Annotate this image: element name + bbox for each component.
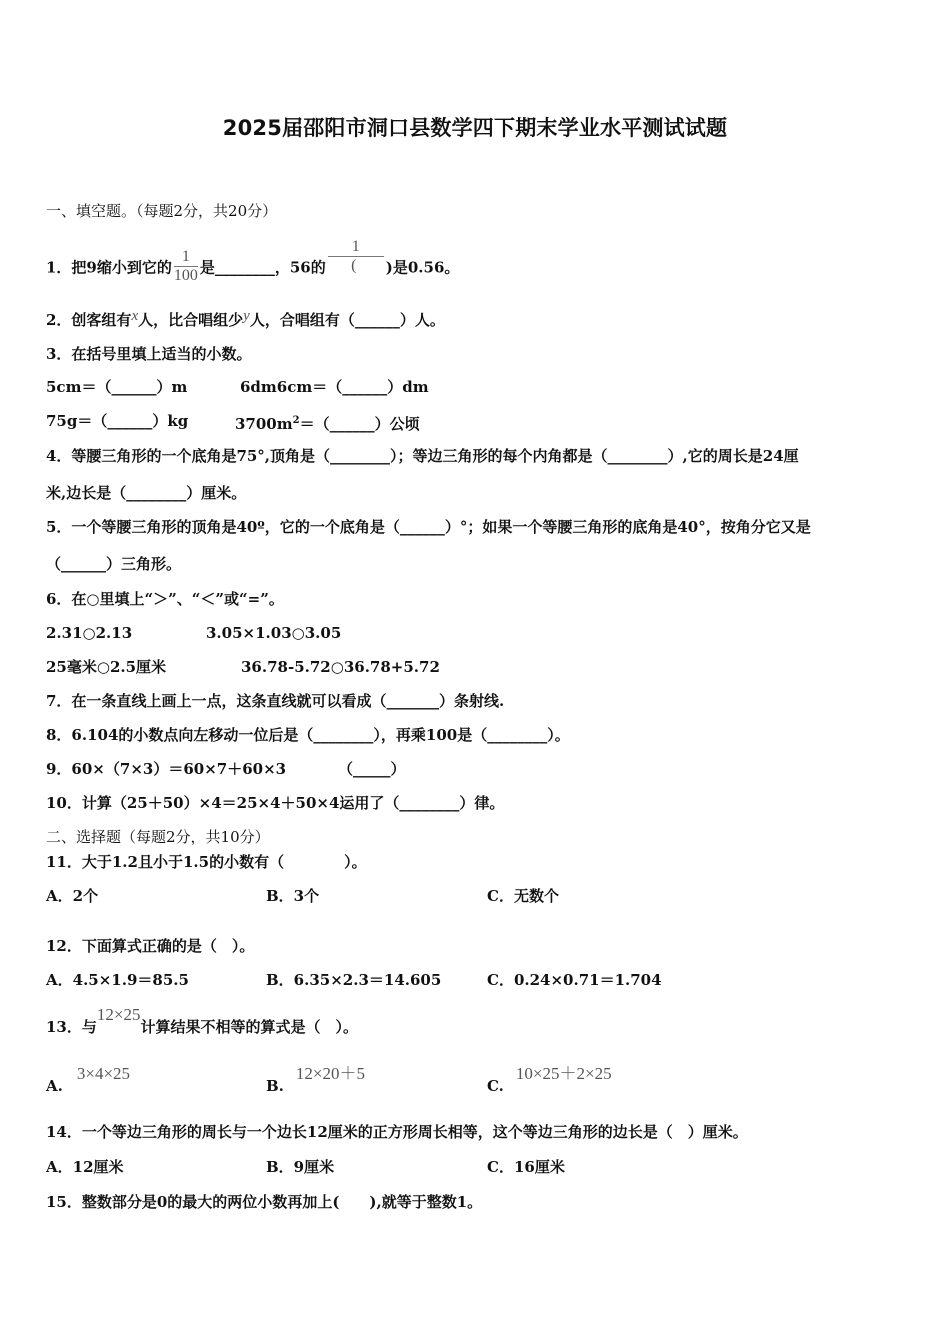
section-1-heading: 一、填空题。（每题2分，共20分） xyxy=(46,202,278,220)
section-2-heading: 二、选择题（每题2分，共10分） xyxy=(46,828,270,846)
option-c[interactable]: C.10×25＋2×25 xyxy=(487,1064,612,1095)
exam-page: 2025届邵阳市洞口县数学四下期末学业水平测试试题 一、填空题。（每题2分，共20分） 1．把9缩小到它的 $\frac{1}{100}$ 是________，56的 $\frac{1}{(}$ )是0.56。 2．创客组有x人，比合唱组少y人，合唱组有（______）人。 3．在括号里填上适当的小数。 5cm＝（______）m 6dm6cm＝（______）dm 75g＝（______）kg $3700m^2=(\_\_\_\_\_\_)$公顷 4．等腰三角形的一个底角是75°,顶角是（________）；等边三角形的每个内角都是（________）,它的周长是24厘 米,边长是（________）厘米。 5．一个等腰三角形的顶角是40º，它的一个底角是（______）°；如果一个等腰三角形的底角是40°，按角分它又是 （______）三角形。 6．在○里填上“＞”、“＜”或“=”。 2.31○2.13 3.05×1.03○3.05 25毫米○2.5厘米 36.78-5.72○36.78+5.72 7．在一条直线上画上一点，这条直线就可以看成（_______）条射线. 8．6.104的小数点向左移动一位后是（________），再乘100是（________）。 9．60×（7×3）＝60×7＋60×3 （_____） 10．计算（25＋50）×4＝25×4＋50×4运用了（________）律。 二、选择题（每题2分，共10分） 11．大于1.2且小于1.5的小数有（ ）。 A．2个 B．3个 C．无数个 12．下面算式正确的是（ ）。 A．4.5×1.9＝85.5 B．6.35×2.3＝14.605 C．0.24×0.71＝1.704 13．与12×25计算结果不相等的算式是（ ）。 A.3×4×25 B.12×20＋5 C.10×25＋2×25 14．一个等边三角形的周长与一个边长12厘米的正方形周长相等，这个等边三角形的边长是（ ）厘米。 A．12厘米 B．9厘米 C．16厘米 15．整数部分是0的最大的两位小数再加上( ),就等于整数1。 xyxy=(0,0,950,1344)
question-12: 12．下面算式正确的是（ ）。 xyxy=(46,937,255,955)
question-5-line-1: 5．一个等腰三角形的顶角是40º，它的一个底角是（______）°；如果一个等腰三角形的底角是40°，按角分它又是 xyxy=(46,518,811,536)
question-4-line-1: 4．等腰三角形的一个底角是75°,顶角是（________）；等边三角形的每个内角都是（________）,它的周长是24厘 xyxy=(46,447,799,465)
question-6: 6．在○里填上“＞”、“＜”或“=”。 xyxy=(46,590,284,608)
option-c[interactable]: C．0.24×0.71＝1.704 xyxy=(487,971,662,989)
option-b[interactable]: B.12×20＋5 xyxy=(266,1064,365,1095)
question-10: 10．计算（25＋50）×4＝25×4＋50×4运用了（________）律。 xyxy=(46,794,505,812)
variable-x: x xyxy=(131,308,139,324)
option-b[interactable]: B．3个 xyxy=(266,887,320,905)
question-5-line-2: （______）三角形。 xyxy=(46,555,182,573)
option-a[interactable]: A．12厘米 xyxy=(46,1158,124,1176)
question-1: 1．把9缩小到它的 $\frac{1}{100}$ 是________，56的 $\frac{1}{(}$ )是0.56。 xyxy=(46,238,460,284)
question-2: 2．创客组有x人，比合唱组少y人，合唱组有（______）人。 xyxy=(46,308,445,329)
option-b[interactable]: B．9厘米 xyxy=(266,1158,335,1176)
question-3: 3．在括号里填上适当的小数。 xyxy=(46,345,252,363)
option-b[interactable]: B．6.35×2.3＝14.605 xyxy=(266,971,442,989)
page-title: 2025届邵阳市洞口县数学四下期末学业水平测试试题 xyxy=(222,116,728,140)
question-15: 15．整数部分是0的最大的两位小数再加上( ),就等于整数1。 xyxy=(46,1193,483,1211)
option-a[interactable]: A．2个 xyxy=(46,887,99,905)
question-13: 13．与12×25计算结果不相等的算式是（ ）。 xyxy=(46,1005,358,1036)
option-a[interactable]: A．4.5×1.9＝85.5 xyxy=(46,971,189,989)
fraction-1-100: $\frac{1}{100}$ xyxy=(173,248,198,284)
question-8: 8．6.104的小数点向左移动一位后是（________），再乘100是（________）。 xyxy=(46,726,570,744)
option-a[interactable]: A.3×4×25 xyxy=(46,1064,131,1095)
option-c[interactable]: C．16厘米 xyxy=(487,1158,565,1176)
question-14: 14．一个等边三角形的周长与一个边长12厘米的正方形周长相等，这个等边三角形的边长是（ ）厘米。 xyxy=(46,1123,748,1141)
expression-12x25: 12×25 xyxy=(96,1005,141,1024)
question-11: 11．大于1.2且小于1.5的小数有（ ）。 xyxy=(46,853,367,871)
fraction-blank: $\frac{1}{(}$ xyxy=(328,238,384,275)
variable-y: y xyxy=(243,308,250,324)
question-4-line-2: 米,边长是（________）厘米。 xyxy=(46,484,247,502)
question-7: 7．在一条直线上画上一点，这条直线就可以看成（_______）条射线. xyxy=(46,692,505,710)
option-c[interactable]: C．无数个 xyxy=(487,887,559,905)
